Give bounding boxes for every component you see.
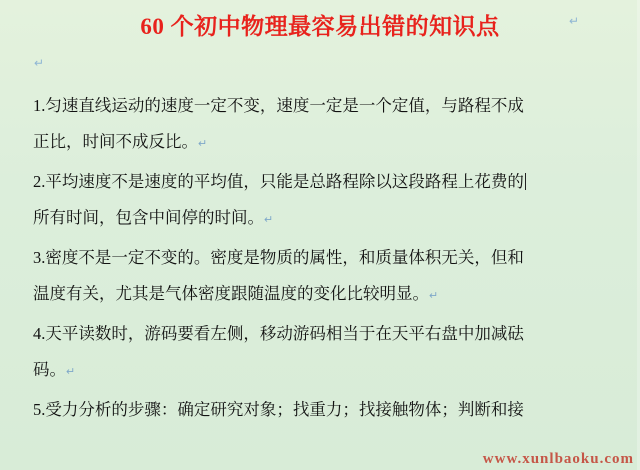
paragraph-5 [33, 392, 621, 428]
paragraph-2-line-2-wrap [33, 200, 621, 238]
paragraph-3-line-2: 温度有关，尤其是气体密度跟随温度的变化比较明显。 [33, 284, 429, 303]
paragraph-3-line-1: 3.密度不是一定不变的。密度是物质的属性，和质量体积无关，但和 [33, 248, 524, 267]
paragraph-4-line-2-wrap [33, 352, 621, 390]
paragraph-1-line-1: 1.匀速直线运动的速度一定不变，速度一定是一个定值，与路程不成 [33, 96, 524, 115]
paragraph-mark-title: ↵ [569, 14, 580, 28]
page-title: 60 个初中物理最容易出错的知识点 [140, 14, 500, 39]
paragraph-mark-4: ↵ [66, 366, 76, 378]
paragraph-2-line-2: 所有时间，包含中间停的时间。 [33, 208, 264, 227]
paragraph-3 [33, 240, 621, 314]
paragraph-2 [33, 164, 621, 238]
paragraph-4-line-1: 4.天平读数时，游码要看左侧，移动游码相当于在天平右盘中加减砝 [33, 324, 524, 343]
paragraph-1 [33, 88, 621, 162]
paragraph-1-line-2: 正比，时间不成反比。 [33, 132, 198, 151]
paragraph-5-line-1: 5.受力分析的步骤：确定研究对象；找重力；找接触物体；判断和接 [33, 400, 524, 419]
paragraph-4 [33, 316, 621, 390]
text-cursor [525, 173, 526, 190]
paragraph-mark-3: ↵ [429, 290, 439, 302]
paragraph-mark-1: ↵ [198, 138, 208, 150]
paragraph-2-line-1-wrap [33, 164, 621, 200]
paragraph-4-line-2: 码。 [33, 360, 66, 379]
paragraph-mark-2: ↵ [264, 214, 274, 226]
paragraph-mark-blank: ↵ [34, 56, 45, 70]
paragraph-1-line-2-wrap [33, 124, 621, 162]
document-body [33, 88, 621, 430]
paragraph-2-line-1: 2.平均速度不是速度的平均值，只能是总路程除以这段路程上花费的 [33, 172, 524, 191]
watermark: www.xunlbaoku.com [482, 451, 634, 467]
paragraph-3-line-2-wrap [33, 276, 621, 314]
